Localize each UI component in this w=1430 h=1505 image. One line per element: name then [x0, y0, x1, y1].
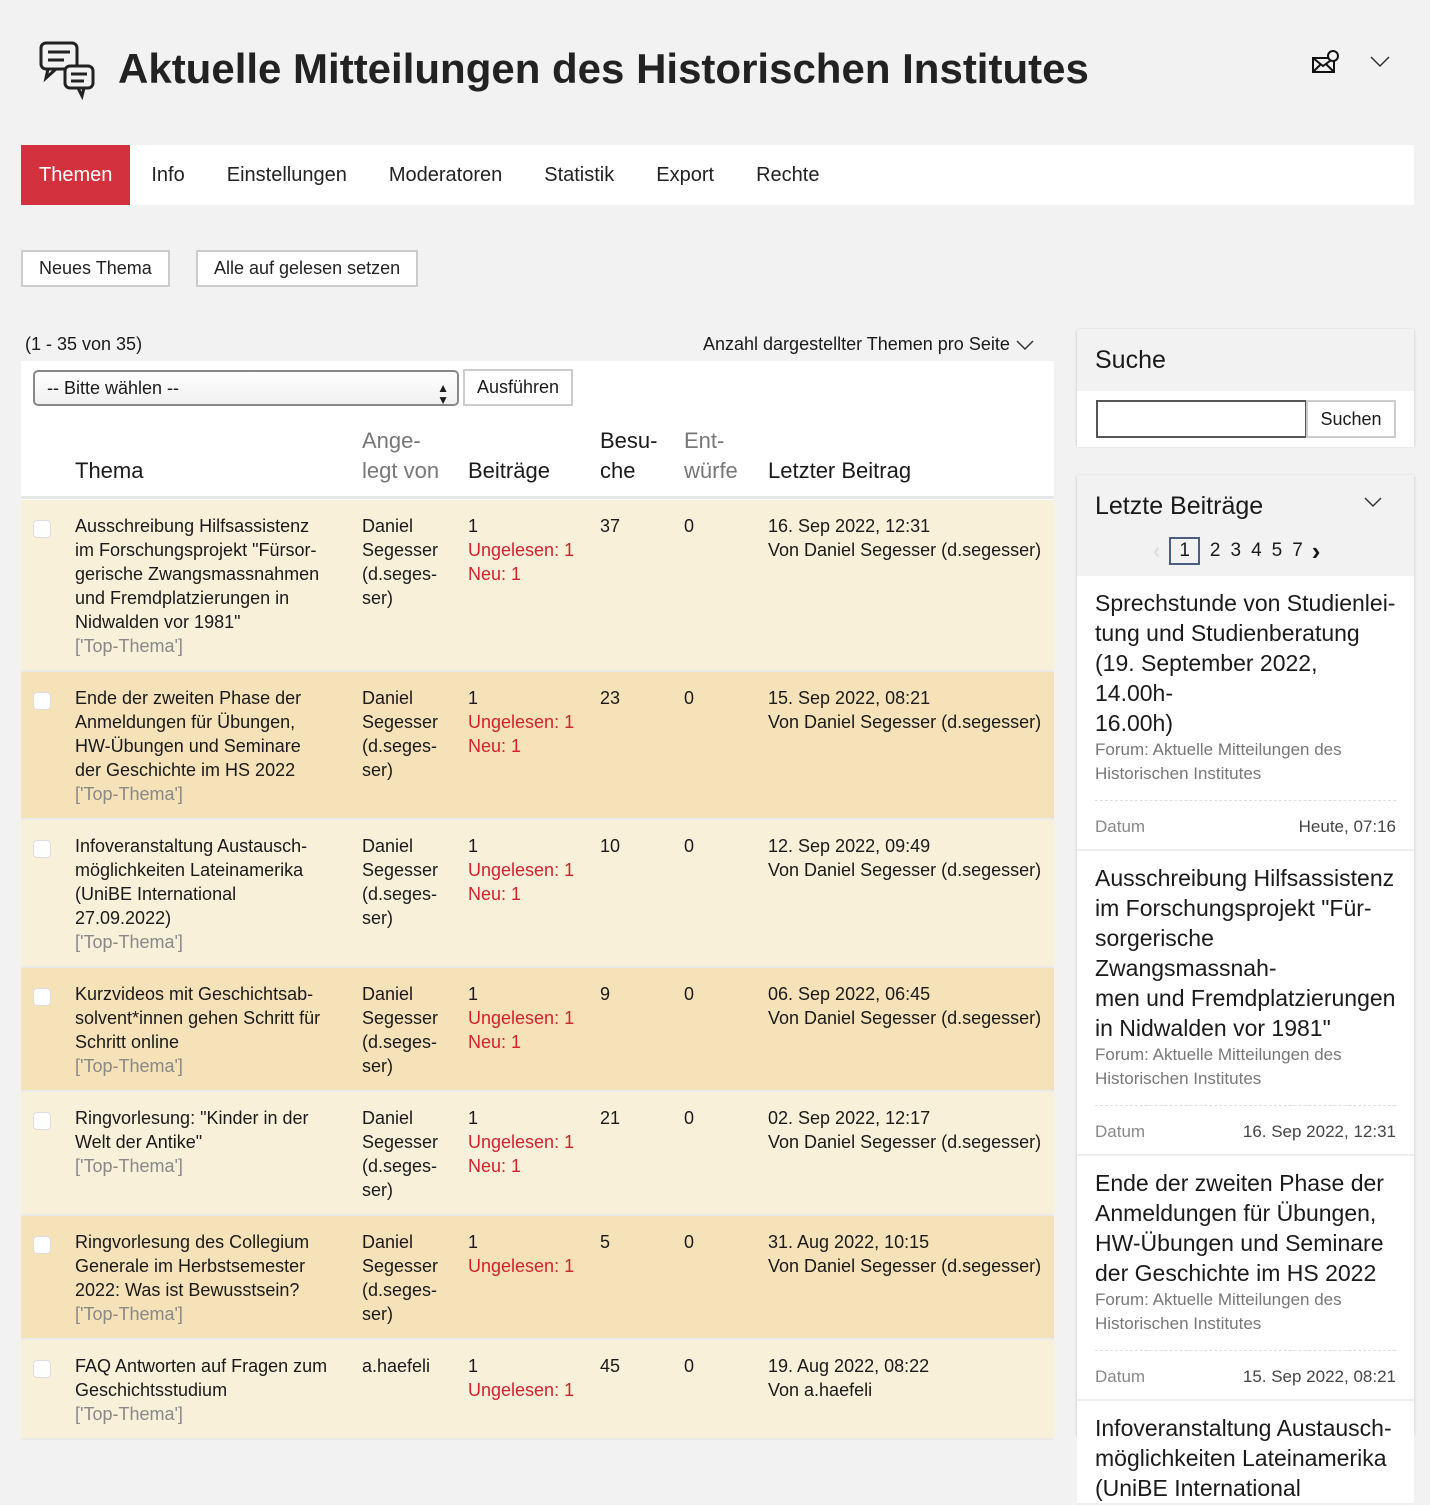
page-link[interactable]: 5: [1271, 540, 1283, 561]
draft-count: 0: [684, 688, 695, 708]
table-row: [21, 1092, 1054, 1216]
unread-count: Ungelesen: 1: [468, 860, 575, 880]
draft-count: 0: [684, 1356, 695, 1376]
draft-count: 0: [684, 1232, 695, 1252]
row-checkbox[interactable]: [33, 840, 51, 858]
row-checkbox[interactable]: [33, 520, 51, 538]
last-post-author: Von Daniel Segesser (d.segesser): [768, 712, 1042, 732]
table-row: [21, 968, 1054, 1092]
recent-post-item: [1077, 851, 1414, 1156]
col-angelegt[interactable]: Ange- legt von: [362, 428, 440, 483]
topic-author[interactable]: Daniel Segesser (d.seges- ser): [362, 1232, 439, 1324]
recent-post-item: [1077, 576, 1414, 851]
topic-title-link[interactable]: FAQ Antworten auf Fragen zum Geschichtsstudium: [75, 1356, 328, 1400]
topic-author[interactable]: a.haefeli: [362, 1356, 431, 1376]
topic-tag: ['Top-Thema']: [75, 1156, 183, 1176]
topic-title-link[interactable]: Ausschreibung Hilfsassistenz im Forschungsprojekt "Fürsor- gerische Zwangsmassnahmen und Fremdplatzierungen in Nidwalden vor 1981": [75, 516, 320, 632]
draft-count: 0: [684, 1108, 695, 1128]
last-post-date[interactable]: 06. Sep 2022, 06:45: [768, 984, 931, 1004]
recent-post-title[interactable]: Ende der zweiten Phase der Anmeldungen für Übungen, HW-Übungen und Seminare der Geschichte im HS 2022: [1095, 1170, 1384, 1286]
tab-rechte[interactable]: Rechte: [756, 164, 820, 186]
tab-themen[interactable]: Themen: [21, 145, 130, 205]
search-button[interactable]: Suchen: [1306, 400, 1396, 438]
topic-title-link[interactable]: Ringvorlesung des Collegium Generale im Herbstsemester 2022: Was ist Bewusstsein?: [75, 1232, 310, 1300]
forum-chat-icon: [38, 40, 96, 98]
post-count: 1: [468, 1108, 479, 1128]
topic-tag: ['Top-Thema']: [75, 932, 183, 952]
result-count: (1 - 35 von 35): [25, 334, 143, 354]
visit-count: 23: [600, 688, 621, 708]
row-checkbox[interactable]: [33, 1236, 51, 1254]
tab-export[interactable]: Export: [656, 164, 715, 186]
visit-count: 9: [600, 984, 611, 1004]
col-letzter-beitrag[interactable]: Letzter Beitrag: [768, 458, 912, 483]
row-checkbox[interactable]: [33, 692, 51, 710]
topic-tag: ['Top-Thema']: [75, 1304, 183, 1324]
last-post-author: Von Daniel Segesser (d.segesser): [768, 1132, 1042, 1152]
last-post-date[interactable]: 12. Sep 2022, 09:49: [768, 836, 931, 856]
recent-post-date: 16. Sep 2022, 12:31: [1242, 1122, 1396, 1141]
topic-tag: ['Top-Thema']: [75, 1056, 183, 1076]
unread-count: Ungelesen: 1: [468, 540, 575, 560]
chevron-down-icon[interactable]: [1364, 497, 1382, 507]
last-post-date[interactable]: 15. Sep 2022, 08:21: [768, 688, 931, 708]
table-row: [21, 820, 1054, 968]
next-page-icon[interactable]: ›: [1311, 536, 1321, 566]
topic-author[interactable]: Daniel Segesser (d.seges- ser): [362, 516, 439, 608]
topic-tag: ['Top-Thema']: [75, 784, 183, 804]
per-page-dropdown[interactable]: [703, 334, 1034, 355]
page-link[interactable]: 3: [1230, 540, 1242, 561]
last-post-author: Von Daniel Segesser (d.segesser): [768, 1008, 1042, 1028]
unread-count: Ungelesen: 1: [468, 1380, 575, 1400]
topic-author[interactable]: Daniel Segesser (d.seges- ser): [362, 1108, 439, 1200]
draft-count: 0: [684, 516, 695, 536]
post-count: 1: [468, 984, 479, 1004]
unread-count: Ungelesen: 1: [468, 1132, 575, 1152]
recent-post-forum: Forum: Aktuelle Mitteilungen des Historischen Institutes: [1095, 1043, 1396, 1106]
topic-author[interactable]: Daniel Segesser (d.seges- ser): [362, 984, 439, 1076]
date-label: Datum: [1095, 817, 1146, 836]
unread-count: Ungelesen: 1: [468, 1008, 575, 1028]
select-arrows-icon: ▲: [437, 381, 449, 395]
last-post-author: Von Daniel Segesser (d.segesser): [768, 540, 1042, 560]
select-arrows-icon: ▼: [437, 393, 449, 407]
recent-post-date: Heute, 07:16: [1298, 817, 1396, 836]
chevron-down-icon[interactable]: [1370, 56, 1390, 68]
unread-count: Ungelesen: 1: [468, 1256, 575, 1276]
mail-notification-icon[interactable]: [1312, 50, 1340, 74]
visit-count: 37: [600, 516, 621, 536]
page-link[interactable]: 1: [1169, 537, 1200, 565]
tab-statistik[interactable]: Statistik: [544, 164, 615, 186]
col-thema[interactable]: Thema: [75, 458, 144, 483]
post-count: 1: [468, 836, 479, 856]
recent-post-forum: Forum: Aktuelle Mitteilungen des Historischen Institutes: [1095, 1288, 1396, 1351]
last-post-author: Von Daniel Segesser (d.segesser): [768, 860, 1042, 880]
recent-post-title[interactable]: Infoveranstaltung Austausch- möglichkeiten Lateinamerika (UniBE International: [1095, 1415, 1392, 1501]
col-entwuerfe[interactable]: Ent- würfe: [684, 428, 738, 483]
post-count: 1: [468, 516, 479, 536]
topic-title-link[interactable]: Ringvorlesung: "Kinder in der Welt der Antike": [75, 1108, 309, 1152]
new-count: Neu: 1: [468, 1156, 522, 1176]
recent-post-forum: Forum: Aktuelle Mitteilungen des Historischen Institutes: [1095, 738, 1396, 801]
page-header: [38, 40, 1089, 98]
new-count: Neu: 1: [468, 1032, 522, 1052]
search-input[interactable]: [1096, 400, 1307, 438]
last-post-author: Von Daniel Segesser (d.segesser): [768, 1256, 1042, 1276]
recent-posts-panel: [1077, 475, 1414, 1501]
prev-page-icon: ‹: [1153, 538, 1161, 563]
visit-count: 10: [600, 836, 621, 856]
draft-count: 0: [684, 836, 695, 856]
table-row: [21, 1216, 1054, 1340]
page-link[interactable]: 7: [1292, 540, 1303, 561]
page-link[interactable]: 4: [1251, 540, 1262, 561]
date-label: Datum: [1095, 1122, 1146, 1141]
last-post-date[interactable]: 16. Sep 2022, 12:31: [768, 516, 931, 536]
search-panel: [1077, 329, 1414, 445]
topic-title-link[interactable]: Ende der zweiten Phase der Anmeldungen für Übungen, HW-Übungen und Seminare der Geschichte im HS 2022: [75, 688, 302, 780]
bulk-action-select[interactable]: [33, 370, 459, 406]
topic-list: [21, 361, 1054, 1430]
new-count: Neu: 1: [468, 736, 522, 756]
last-post-author: Von a.haefeli: [768, 1380, 873, 1400]
row-checkbox[interactable]: [33, 988, 51, 1006]
mark-all-read-button[interactable]: Alle auf gelesen setzen: [196, 250, 418, 287]
topic-title-link[interactable]: Kurzvideos mit Geschichtsab- solvent*innen gehen Schritt für Schritt online: [75, 984, 321, 1052]
tab-einstellungen[interactable]: Einstellungen: [226, 164, 347, 186]
visit-count: 21: [600, 1108, 621, 1128]
new-count: Neu: 1: [468, 884, 522, 904]
visit-count: 45: [600, 1356, 621, 1376]
topic-tag: ['Top-Thema']: [75, 1404, 183, 1424]
topic-title-link[interactable]: Infoveranstaltung Austausch- möglichkeiten Lateinamerika (UniBE International 27.09.2022): [75, 836, 308, 928]
pagination: [1153, 537, 1320, 565]
chevron-down-icon: [1016, 340, 1034, 350]
page-link[interactable]: 2: [1209, 540, 1221, 561]
recent-post-item: [1077, 1401, 1414, 1505]
page-title: Aktuelle Mitteilungen des Historischen Institutes: [118, 45, 1089, 92]
recent-post-date: 15. Sep 2022, 08:21: [1242, 1367, 1396, 1386]
tab-info[interactable]: Info: [151, 164, 185, 186]
recent-post-item: [1077, 1156, 1414, 1401]
unread-count: Ungelesen: 1: [468, 712, 575, 732]
col-beitraege[interactable]: Beiträge: [468, 458, 550, 483]
execute-button[interactable]: Ausführen: [463, 369, 573, 406]
table-row: [21, 672, 1054, 820]
recent-post-title[interactable]: Sprechstunde von Studienlei- tung und Studienberatung (19. September 2022, 14.00h- 16.00h): [1095, 590, 1396, 736]
last-post-date[interactable]: 19. Aug 2022, 08:22: [768, 1356, 930, 1376]
tab-moderatoren[interactable]: Moderatoren: [388, 164, 503, 186]
visit-count: 5: [600, 1232, 611, 1252]
table-header: [21, 427, 1054, 499]
topic-tag: ['Top-Thema']: [75, 636, 183, 656]
new-topic-button[interactable]: Neues Thema: [21, 250, 170, 287]
row-checkbox[interactable]: [33, 1360, 51, 1378]
row-checkbox[interactable]: [33, 1112, 51, 1130]
per-page-label: Anzahl dargestellter Themen pro Seite: [703, 334, 1010, 354]
post-count: 1: [468, 688, 479, 708]
post-count: 1: [468, 1232, 479, 1252]
date-label: Datum: [1095, 1367, 1146, 1386]
topic-author[interactable]: Daniel Segesser (d.seges- ser): [362, 688, 439, 780]
tab-bar: [21, 145, 1414, 205]
col-besuche[interactable]: Besu- che: [600, 428, 658, 483]
draft-count: 0: [684, 984, 695, 1004]
recent-title: Letzte Beiträge: [1095, 492, 1264, 520]
topic-author[interactable]: Daniel Segesser (d.seges- ser): [362, 836, 439, 928]
recent-post-title[interactable]: Ausschreibung Hilfsassistenz im Forschungsprojekt "Für- sorgerische Zwangsmassnah- men und Fremdplatzierungen in Nidwalden vor 1981": [1095, 865, 1396, 1041]
post-count: 1: [468, 1356, 479, 1376]
new-count: Neu: 1: [468, 564, 522, 584]
last-post-date[interactable]: 02. Sep 2022, 12:17: [768, 1108, 931, 1128]
search-title: Suche: [1095, 346, 1166, 374]
table-row: [21, 500, 1054, 672]
table-row: [21, 1340, 1054, 1440]
last-post-date[interactable]: 31. Aug 2022, 10:15: [768, 1232, 930, 1252]
select-value: -- Bitte wählen --: [47, 378, 180, 398]
